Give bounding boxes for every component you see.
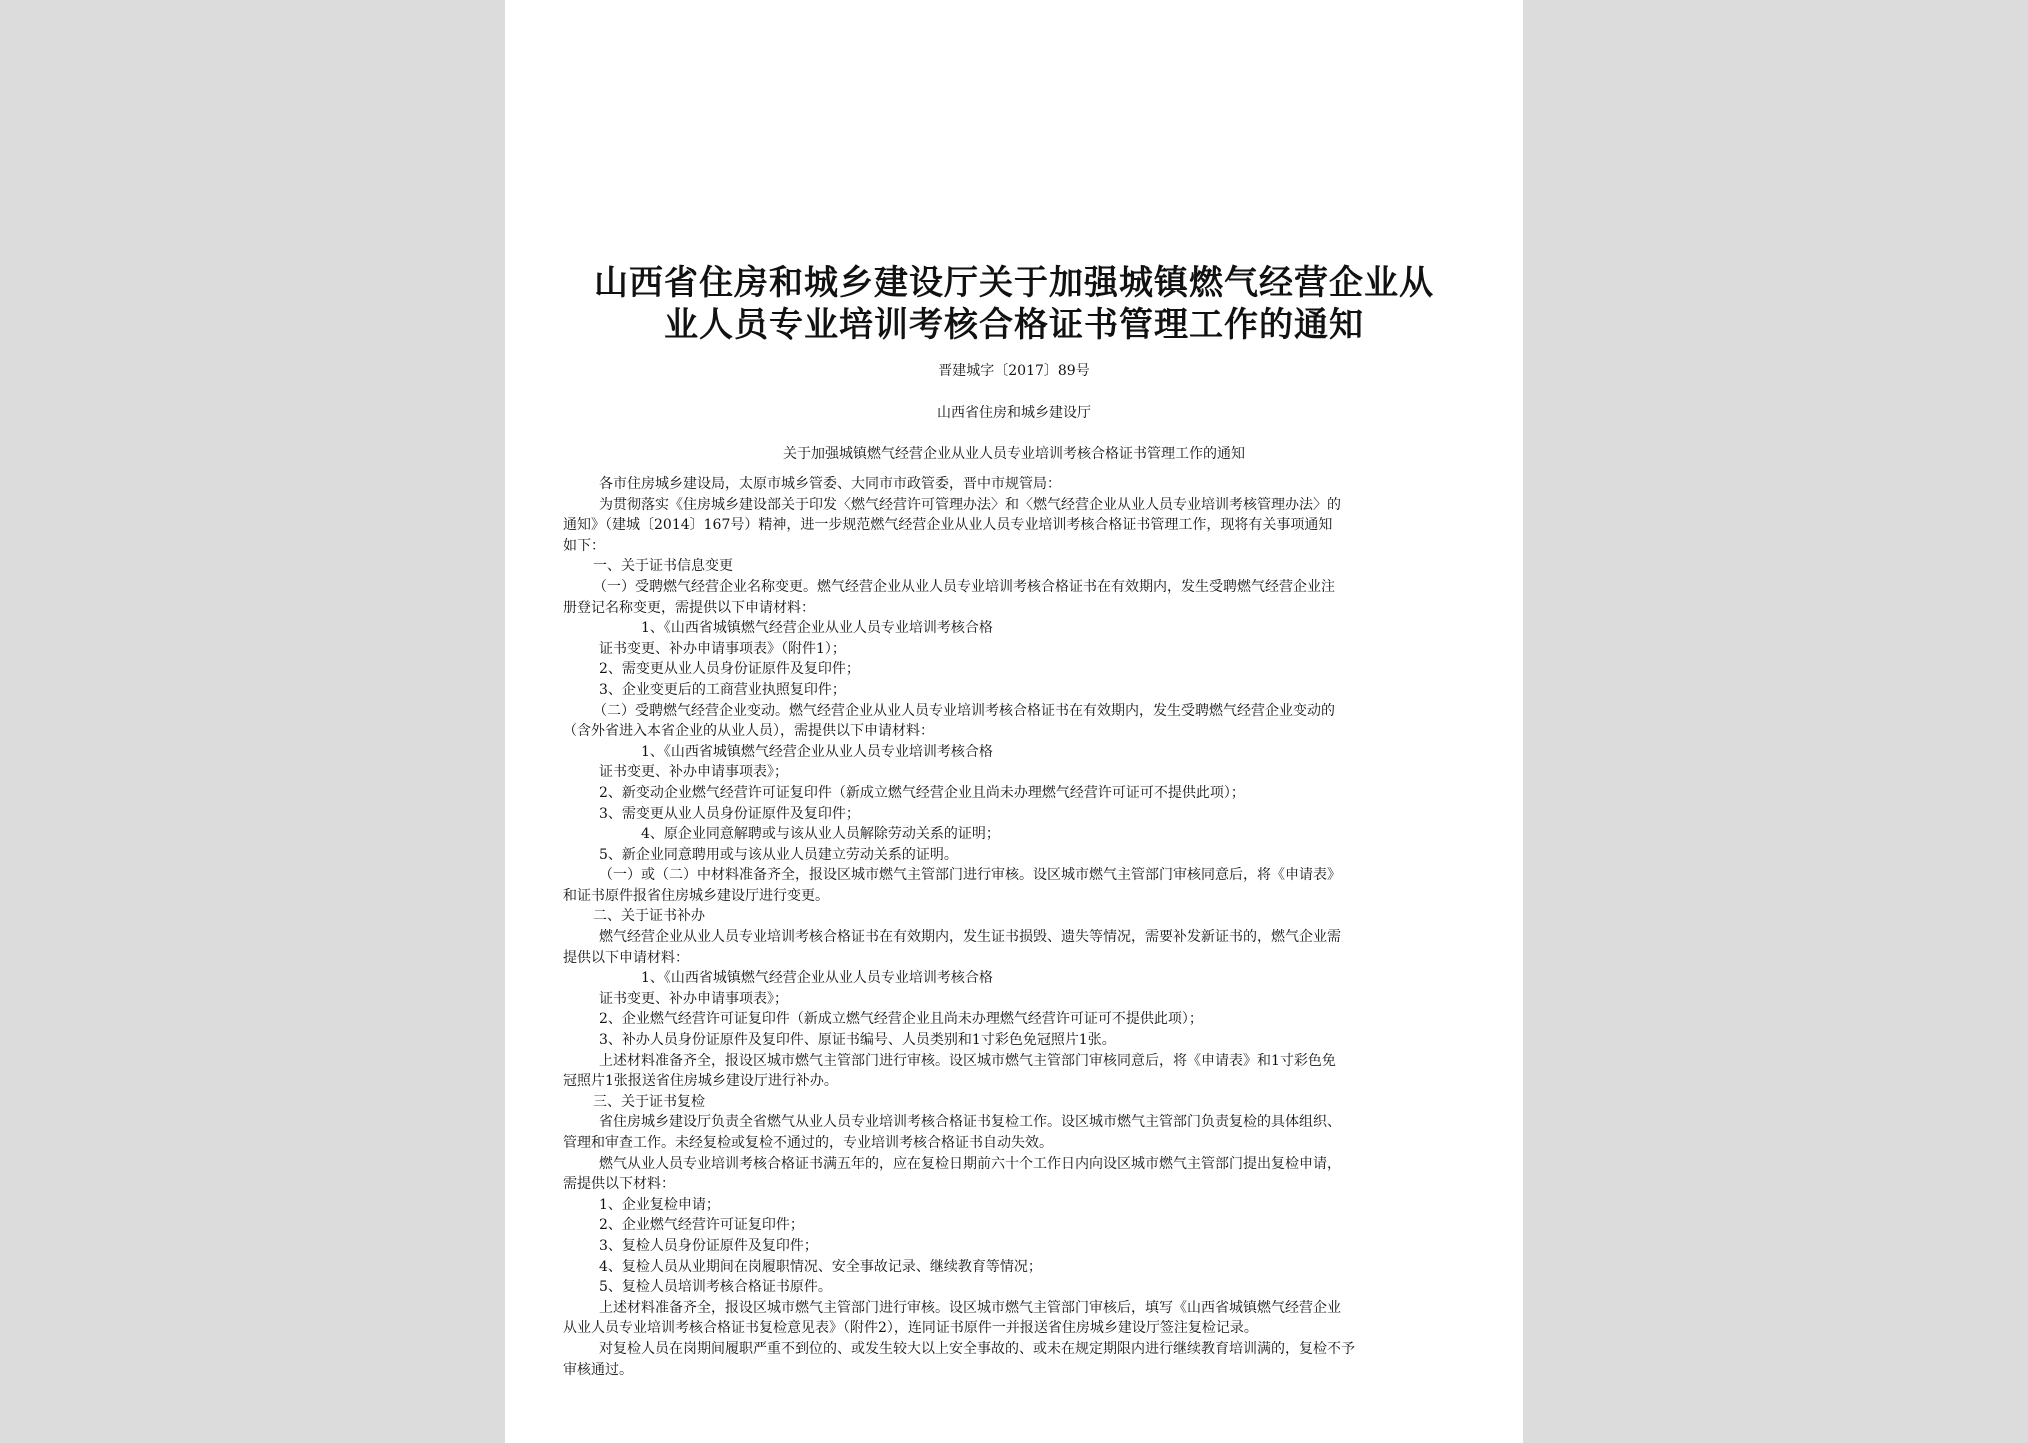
body-line: 如下： bbox=[563, 537, 605, 554]
body-line: 上述材料准备齐全，报设区城市燃气主管部门进行审核。设区城市燃气主管部门审核后，填写《山西省城镇燃气经营企业 bbox=[599, 1299, 1341, 1316]
body-line: 5、新企业同意聘用或与该从业人员建立劳动关系的证明。 bbox=[599, 846, 958, 863]
body-line: （一）受聘燃气经营企业名称变更。燃气经营企业从业人员专业培训考核合格证书在有效期内，发生受聘燃气经营企业注 bbox=[593, 578, 1335, 595]
body-line: 燃气从业人员专业培训考核合格证书满五年的，应在复检日期前六十个工作日内向设区城市燃气主管部门提出复检申请， bbox=[599, 1155, 1341, 1172]
body-line: 提供以下申请材料： bbox=[563, 949, 689, 966]
body-line: 3、需变更从业人员身份证原件及复印件； bbox=[599, 805, 860, 822]
body-line: 1、《山西省城镇燃气经营企业从业人员专业培训考核合格 bbox=[641, 743, 993, 760]
document-page bbox=[505, 0, 1523, 1443]
body-line: 燃气经营企业从业人员专业培训考核合格证书在有效期内，发生证书损毁、遗失等情况，需要补发新证书的，燃气企业需 bbox=[599, 929, 1341, 946]
body-line: 4、原企业同意解聘或与该从业人员解除劳动关系的证明； bbox=[641, 826, 1000, 843]
body-line: 2、新变动企业燃气经营许可证复印件（新成立燃气经营企业且尚未办理燃气经营许可证可不提供此项）； bbox=[599, 784, 1245, 801]
body-line: 证书变更、补办申请事项表》（附件1）； bbox=[599, 640, 846, 657]
body-line: 证书变更、补办申请事项表》； bbox=[599, 764, 788, 781]
body-line: 对复检人员在岗期间履职严重不到位的、或发生较大以上安全事故的、或未在规定期限内进行继续教育培训满的，复检不予 bbox=[599, 1340, 1355, 1357]
body-line: （二）受聘燃气经营企业变动。燃气经营企业从业人员专业培训考核合格证书在有效期内，发生受聘燃气经营企业变动的 bbox=[593, 702, 1335, 719]
body-line: 从业人员专业培训考核合格证书复检意见表》（附件2），连同证书原件一并报送省住房城乡建设厅签注复检记录。 bbox=[563, 1320, 1258, 1337]
body-line: 冠照片1张报送省住房城乡建设厅进行补办。 bbox=[563, 1073, 838, 1090]
body-line: 省住房城乡建设厅负责全省燃气从业人员专业培训考核合格证书复检工作。设区城市燃气主管部门负责复检的具体组织、 bbox=[599, 1114, 1341, 1131]
body-line: 需提供以下材料： bbox=[563, 1176, 675, 1193]
title-line-2: 业人员专业培训考核合格证书管理工作的通知 bbox=[664, 305, 1364, 345]
body-line: （一）或（二）中材料准备齐全，报设区城市燃气主管部门进行审核。设区城市燃气主管部门审核同意后，将《申请表》 bbox=[599, 867, 1341, 884]
body-line: 二、关于证书补办 bbox=[593, 908, 705, 925]
body-line: 管理和审查工作。未经复检或复检不通过的，专业培训考核合格证书自动失效。 bbox=[563, 1135, 1053, 1151]
body-line: 4、复检人员从业期间在岗履职情况、安全事故记录、继续教育等情况； bbox=[599, 1258, 1042, 1275]
body-line: 各市住房城乡建设局，太原市城乡管委、大同市市政管委，晋中市规管局： bbox=[599, 476, 1061, 492]
document-title bbox=[505, 262, 1523, 346]
body-line: 证书变更、补办申请事项表》； bbox=[599, 990, 788, 1007]
document-body bbox=[563, 474, 1473, 1380]
body-line: 册登记名称变更，需提供以下申请材料： bbox=[563, 599, 815, 616]
body-line: 3、复检人员身份证原件及复印件； bbox=[599, 1237, 818, 1254]
document-number: 晋建城字〔2017〕89号 bbox=[938, 363, 1090, 379]
issuer-name: 山西省住房和城乡建设厅 bbox=[937, 405, 1091, 421]
body-line: 一、关于证书信息变更 bbox=[593, 558, 733, 575]
body-line: 1、企业复检申请； bbox=[599, 1196, 720, 1213]
body-line: 1、《山西省城镇燃气经营企业从业人员专业培训考核合格 bbox=[641, 620, 993, 637]
body-line: 2、企业燃气经营许可证复印件； bbox=[599, 1217, 804, 1234]
body-line: 2、企业燃气经营许可证复印件（新成立燃气经营企业且尚未办理燃气经营许可证可不提供此项）； bbox=[599, 1011, 1203, 1028]
document-subtitle: 关于加强城镇燃气经营企业从业人员专业培训考核合格证书管理工作的通知 bbox=[783, 446, 1245, 462]
body-line: 审核通过。 bbox=[563, 1361, 633, 1378]
body-line: 三、关于证书复检 bbox=[593, 1093, 705, 1110]
body-line: 2、需变更从业人员身份证原件及复印件； bbox=[599, 661, 860, 678]
body-line: 3、补办人员身份证原件及复印件、原证书编号、人员类别和1寸彩色免冠照片1张。 bbox=[599, 1032, 1116, 1049]
body-line: 1、《山西省城镇燃气经营企业从业人员专业培训考核合格 bbox=[641, 970, 993, 987]
body-line: 为贯彻落实《住房城乡建设部关于印发〈燃气经营许可管理办法〉和〈燃气经营企业从业人员专业培训考核管理办法〉的 bbox=[599, 496, 1341, 513]
body-line: 通知》（建城〔2014〕167号）精神，进一步规范燃气经营企业从业人员专业培训考核合格证书管理工作，现将有关事项通知 bbox=[563, 517, 1333, 534]
title-line-1: 山西省住房和城乡建设厅关于加强城镇燃气经营企业从 bbox=[594, 263, 1434, 303]
body-line: 5、复检人员培训考核合格证书原件。 bbox=[599, 1279, 832, 1296]
body-line: （含外省进入本省企业的从业人员），需提供以下申请材料： bbox=[563, 723, 934, 740]
body-line: 和证书原件报省住房城乡建设厅进行变更。 bbox=[563, 887, 829, 904]
body-line: 上述材料准备齐全，报设区城市燃气主管部门进行审核。设区城市燃气主管部门审核同意后，将《申请表》和1寸彩色免 bbox=[599, 1052, 1336, 1069]
body-line: 3、企业变更后的工商营业执照复印件； bbox=[599, 681, 846, 698]
